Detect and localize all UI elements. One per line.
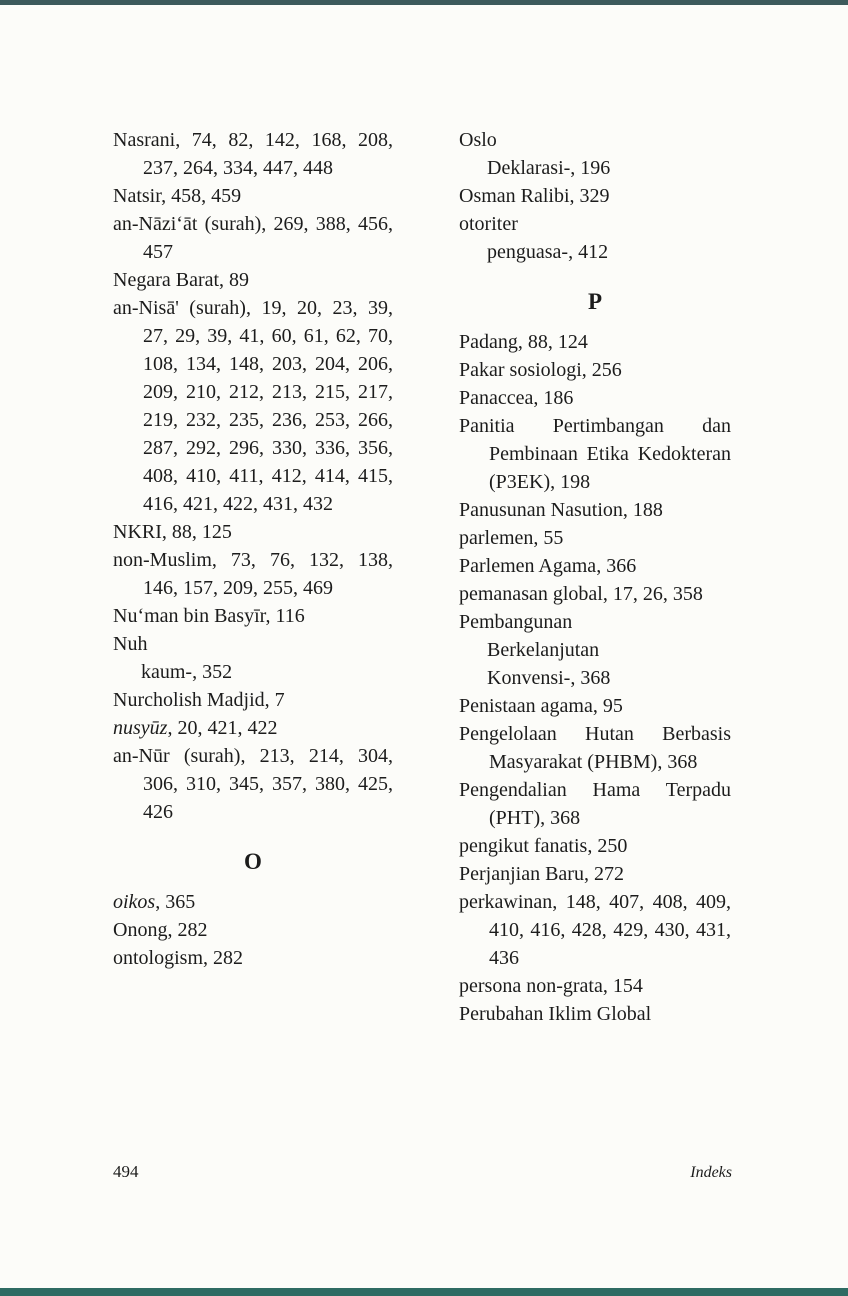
entry-pages: , 73, 76, 132, 138, 146, 157, 209, 255, 469 — [143, 549, 393, 599]
section-header: O — [244, 849, 262, 874]
index-entry — [113, 742, 393, 826]
entry-term: Panitia Pertimbangan dan Pembinaan Etika Kedokteran (P3EK) — [459, 415, 731, 493]
entry-pages: , 269, 388, 456, 457 — [143, 213, 394, 263]
index-column-1 — [113, 126, 393, 972]
entry-pages: , 329 — [569, 185, 610, 207]
entry-pages: , 148, 407, 408, 409, 410, 416, 428, 429, 430, 431, 436 — [489, 891, 731, 969]
index-entry — [459, 692, 731, 720]
entry-term: Nurcholish Madjid — [113, 689, 265, 711]
index-entry — [113, 916, 393, 944]
index-entry — [113, 266, 393, 294]
entry-term: Pakar sosiologi — [459, 359, 582, 381]
entry-pages: , 412 — [568, 241, 609, 263]
index-entry — [113, 630, 393, 658]
index-entry — [113, 210, 393, 266]
index-entry — [459, 720, 731, 776]
scan-edge-bottom — [0, 1288, 848, 1296]
entry-pages: , 88, 124 — [517, 331, 588, 353]
entry-term: Nasrani — [113, 129, 176, 151]
index-entry — [459, 608, 731, 636]
entry-term: NKRI — [113, 521, 162, 543]
index-entry — [459, 552, 731, 580]
entry-pages: , 366 — [596, 555, 637, 577]
index-subentry — [113, 658, 393, 686]
entry-pages: , 7 — [264, 689, 285, 711]
entry-term: an-Nāzi‘āt (surah) — [113, 213, 262, 235]
entry-pages: , 154 — [602, 975, 643, 997]
entry-pages: , 198 — [550, 471, 591, 493]
entry-term: an-Nūr (surah) — [113, 745, 241, 767]
entry-term: otoriter — [459, 213, 518, 235]
index-entry — [459, 888, 731, 972]
entry-term: Perubahan Iklim Global — [459, 1003, 652, 1025]
entry-pages: , 19, 20, 23, 39, 27, 29, 39, 41, 60, 61, 62, 70, 108, 134, 148, 203, 204, 206, 209, 210, 212, 213, 215, 217, 219, 232, 235, 236, 253, 266, 287, 292, 296, 330, 336, 356, 408, 410, 411, 412, 414, 415, 416, 421, 422, 431, 432 — [143, 297, 393, 515]
index-entry — [113, 944, 393, 972]
entry-term: parlemen — [459, 527, 534, 549]
entry-term: Konvensi- — [487, 667, 571, 689]
index-entry — [113, 602, 393, 630]
entry-pages: , 352 — [192, 661, 233, 683]
scan-edge-top — [0, 0, 848, 5]
entry-pages: , 95 — [592, 695, 623, 717]
entry-term: non-Muslim — [113, 549, 212, 571]
index-entry — [459, 524, 731, 552]
entry-pages: , 368 — [540, 807, 581, 829]
entry-term: Padang — [459, 331, 518, 353]
index-entry — [459, 126, 731, 154]
entry-pages: , 458, 459 — [161, 185, 242, 207]
index-entry — [459, 1000, 731, 1028]
index-entry — [113, 126, 393, 182]
entry-pages: , 20, 421, 422 — [167, 717, 278, 739]
page-number: 494 — [113, 1162, 139, 1181]
entry-pages: , 88, 125 — [161, 521, 232, 543]
index-entry — [459, 182, 731, 210]
index-entry — [459, 860, 731, 888]
entry-term: oikos — [113, 891, 156, 913]
entry-term: Penistaan agama — [459, 695, 593, 717]
index-subentry — [459, 154, 731, 182]
section-header: P — [587, 289, 603, 314]
entry-pages: , 116 — [265, 605, 305, 627]
entry-term: Nuh — [113, 633, 148, 655]
entry-term: pengikut fanatis — [459, 835, 588, 857]
entry-pages: , 282 — [203, 947, 244, 969]
entry-term: penguasa- — [487, 241, 569, 263]
index-entry — [113, 686, 393, 714]
entry-pages: , 282 — [167, 919, 208, 941]
entry-pages: , 250 — [587, 835, 628, 857]
page-footer — [113, 1162, 732, 1182]
entry-term: Oslo — [459, 129, 497, 151]
entry-term: Natsir — [113, 185, 162, 207]
entry-term: persona non-grata — [459, 975, 603, 997]
index-entry — [113, 546, 393, 602]
index-entry — [459, 210, 731, 238]
entry-term: Pengendalian Hama Terpadu (PHT) — [459, 779, 731, 829]
entry-term: an-Nisā' (surah) — [113, 297, 246, 319]
index-entry — [459, 832, 731, 860]
entry-term: Parlemen Agama — [459, 555, 597, 577]
index-entry — [113, 518, 393, 546]
entry-pages: , 89 — [219, 269, 250, 291]
entry-term: Panusunan Nasution — [459, 499, 623, 521]
entry-pages: , 368 — [570, 667, 611, 689]
entry-term: Osman Ralibi — [459, 185, 570, 207]
index-entry — [459, 384, 731, 412]
index-entry — [113, 182, 393, 210]
entry-term: ontologism — [113, 947, 204, 969]
entry-term: Berkelanjutan — [487, 639, 600, 661]
entry-pages: , 188 — [622, 499, 663, 521]
index-entry — [459, 496, 731, 524]
entry-term: nusyūz — [113, 717, 168, 739]
index-entry — [113, 294, 393, 518]
index-subentry — [459, 664, 731, 692]
entry-pages: , 368 — [657, 751, 698, 773]
entry-pages: , 186 — [533, 387, 574, 409]
index-entry — [459, 328, 731, 356]
entry-term: Pengelolaan Hutan Berbasis Masyarakat (PHBM) — [459, 723, 731, 773]
index-subentry — [459, 636, 731, 664]
entry-term: perkawinan — [459, 891, 553, 913]
entry-pages: , 272 — [583, 863, 624, 885]
index-entry — [459, 356, 731, 384]
running-title: Indeks — [690, 1164, 732, 1181]
entry-term: Deklarasi- — [487, 157, 571, 179]
index-entry — [459, 412, 731, 496]
entry-pages: , 74, 82, 142, 168, 208, 237, 264, 334, 447, 448 — [143, 129, 393, 179]
index-entry — [113, 714, 393, 742]
entry-term: pemanasan global — [459, 583, 603, 605]
entry-term: Onong — [113, 919, 168, 941]
entry-pages: , 365 — [155, 891, 196, 913]
index-entry — [459, 580, 731, 608]
entry-pages: , 213, 214, 304, 306, 310, 345, 357, 380, 425, 426 — [143, 745, 394, 823]
index-entry — [459, 972, 731, 1000]
index-columns — [113, 126, 731, 1028]
entry-pages: , 55 — [533, 527, 564, 549]
entry-term: kaum- — [141, 661, 193, 683]
entry-pages: , 196 — [570, 157, 611, 179]
entry-term: Nu‘man bin Basyīr — [113, 605, 266, 627]
index-column-2 — [459, 126, 731, 1028]
index-entry — [113, 888, 393, 916]
entry-term: Panaccea — [459, 387, 534, 409]
entry-term: Pembangunan — [459, 611, 573, 633]
entry-term: Perjanjian Baru — [459, 863, 584, 885]
index-entry — [459, 776, 731, 832]
index-subentry — [459, 238, 731, 266]
entry-pages: , 256 — [581, 359, 622, 381]
entry-term: Negara Barat — [113, 269, 220, 291]
entry-pages: , 17, 26, 358 — [602, 583, 703, 605]
